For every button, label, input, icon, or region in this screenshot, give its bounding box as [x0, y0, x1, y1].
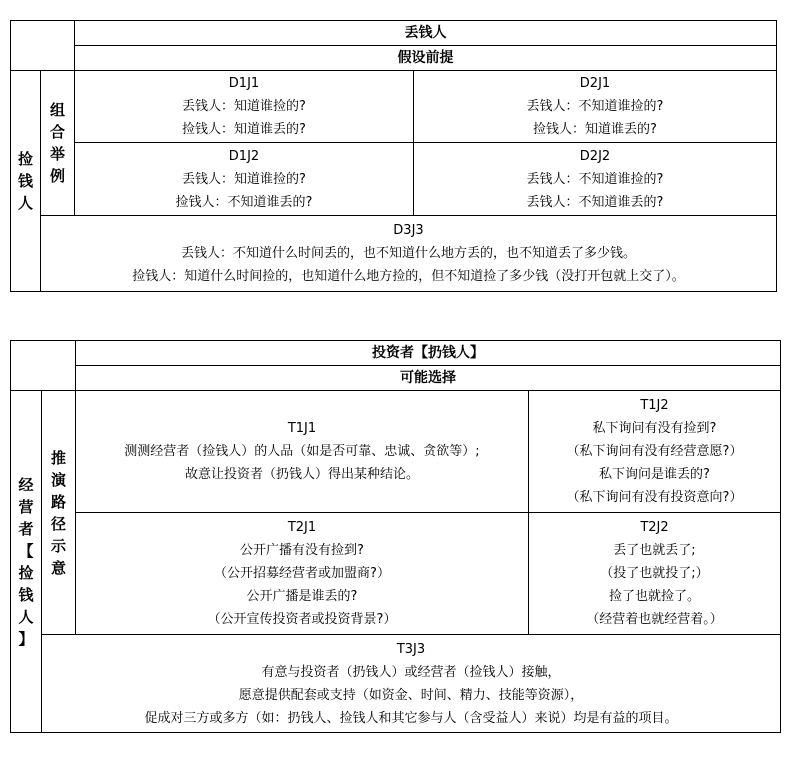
cell-d3j3: D3J3 丢钱人：不知道什么时间丢的，也不知道什么地方丢的，也不知道丢了多少钱。 捡钱人：知道什么时间捡的，也知道什么地方捡的，但不知道捡了多少钱（没打开包就上交了）。	[41, 216, 777, 292]
corner-cell	[11, 341, 76, 391]
cell-t2j2: T2J2 丢了也就丢了; （投了也就投了;） 捡了也就捡了。 （经营着也就经营着。）	[529, 513, 781, 635]
cell-d1j2: D1J2 丢钱人：知道谁捡的? 捡钱人：不知道谁丢的?	[75, 143, 414, 216]
col-label-examples: 组 合 举 例	[41, 71, 75, 216]
col-label-deduction-path: 推 演 路 径 示 意	[42, 391, 76, 635]
cell-d2j1: D2J1 丢钱人：不知道谁捡的? 捡钱人：知道谁丢的?	[414, 71, 777, 143]
cell-t3j3: T3J3 有意与投资者（扔钱人）或经营者（捡钱人）接触， 愿意提供配套或支持（如资金、时间、精力、技能等资源）， 促成对三方或多方（如：扔钱人、捡钱人和其它参与人（含受益人）来说）均是有益的项目。	[42, 635, 781, 733]
table2-title: 投资者【扔钱人】	[76, 341, 781, 366]
cell-t1j2: T1J2 私下询问有没有捡到? （私下询问有没有经营意愿?） 私下询问是谁丢的? （私下询问有没有投资意向?）	[529, 391, 781, 513]
cell-d2j2: D2J2 丢钱人：不知道谁捡的? 丢钱人：不知道谁丢的?	[414, 143, 777, 216]
table-lost-money-premise	[10, 20, 777, 292]
row-label-picker: 捡 钱 人	[11, 71, 41, 292]
table2-subtitle: 可能选择	[76, 366, 781, 391]
cell-d1j1: D1J1 丢钱人：知道谁捡的? 捡钱人：知道谁丢的?	[75, 71, 414, 143]
cell-t2j1: T2J1 公开广播有没有捡到? （公开招募经营者或加盟商?） 公开广播是谁丢的? （公开宣传投资者或投资背景?）	[76, 513, 529, 635]
table-investor-choices	[10, 340, 781, 733]
table1-title: 丢钱人	[75, 21, 777, 46]
cell-t1j1: T1J1 测测经营者（捡钱人）的人品（如是否可靠、忠诚、贪欲等）; 故意让投资者（扔钱人）得出某种结论。	[76, 391, 529, 513]
row-label-operator: 经 营 者 【 捡 钱 人 】	[11, 391, 42, 733]
table1-subtitle: 假设前提	[75, 46, 777, 71]
corner-cell	[11, 21, 75, 71]
